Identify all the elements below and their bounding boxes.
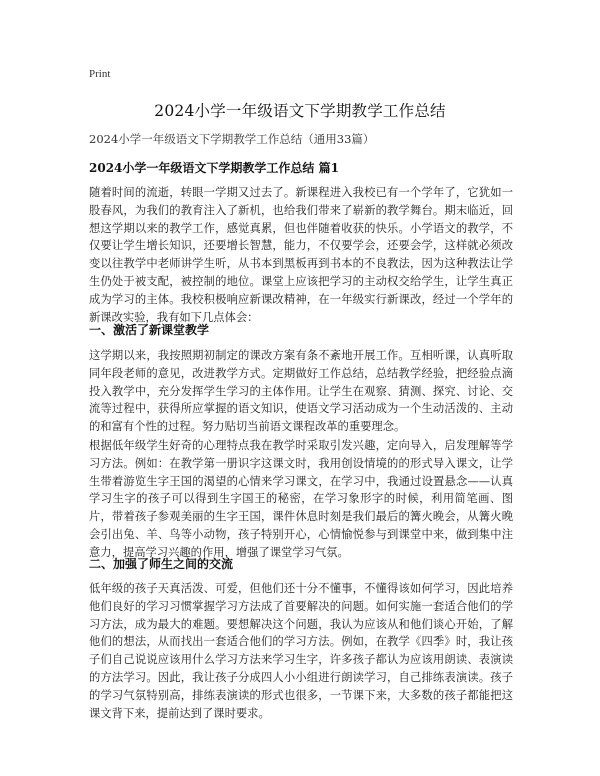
article-heading: 2024小学一年级语文下学期教学工作总结 篇1 [89, 161, 339, 175]
section-heading-1: 一、激活了新课堂教学 [89, 323, 210, 337]
section-heading-2: 二、加强了师生之间的交流 [89, 557, 234, 571]
page-title: 2024小学一年级语文下学期教学工作总结 [154, 102, 446, 120]
section1-paragraph-2: 根据低年级学生好奇的心理特点我在教学时采取引发兴趣，定向导入，启发理解等学习方法。例如：在教学第一册识字这课文时，我用创设情境的的形式导入课文，让学生带着游览生字王国的渴望的心情来学习课文，在学习中，我通过设置悬念——认真学习生字的孩子可以得到生字国王的秘密，在学习象形字的时候，利用简笔画、图片，带着孩子参观美丽的生字王国，课件休息时刻是我们最后的篝火晚会，从篝火晚会引出兔、羊、鸟等小动物，孩子特别开心，心情愉悦参与到课堂中来，做到集中注意力，提高学习兴趣的作用，增强了课堂学习气氛。 [89, 439, 513, 559]
print-link[interactable]: Print [89, 68, 111, 80]
section1-paragraph-1: 这学期以来，我按照期初制定的课改方案有条不紊地开展工作。互相听课，认真听取同年段老师的意见，改进教学方式。定期做好工作总结，总结教学经验，把经验点滴投入教学中，充分发挥学生学习的主体作用。让学生在观察、猜测、探究、讨论、交流等过程中，获得所应掌握的语文知识，使语文学习活动成为一个生动活泼的、主动的和富有个性的过程。努力贴切当前语文课程改革的重要理念。 [89, 349, 513, 434]
section2-paragraph-1: 低年级的孩子天真活泼、可爱，但他们还十分不懂事，不懂得该如何学习，因此培养他们良好的学习习惯掌握学习方法成了首要解决的问题。如何实施一套适合他们的学习方法，成为最大的难题。要想解决这个问题，我认为应该从和他们谈心开始，了解他们的想法，从而找出一套适合他们的学习方法。例如，在教学《四季》时，我让孩子们自己说说应该用什么学习方法来学习生字，许多孩子都认为应该用朗读、表演读的方法学习。因此，我让孩子分成四人小小组进行朗读学习，自己排练表演读。孩子的学习气氛特别高，排练表演读的形式也很多，一节课下来，大多数的孩子都能把这课文背下来，提前达到了课时要求。 [89, 582, 513, 720]
document-subtitle: 2024小学一年级语文下学期教学工作总结（通用33篇） [89, 132, 375, 146]
intro-paragraph: 随着时间的流逝，转眼一学期又过去了。新课程进入我校已有一个学年了，它犹如一股春风，为我们的教育注入了新机，也给我们带来了崭新的教学舞台。期末临近，回想这学期以来的教学工作，感觉真累，但也伴随着收获的快乐。小学语文的教学，不仅要让学生增长知识，还要增长智慧，能力，不仅要学会，还要会学，这样就必须改变以往教学中老师讲学生听，从书本到黑板再到书本的不良教法，因为这种教法让学生仍处于被支配，被控制的地位。课堂上应该把学习的主动权交给学生，让学生真正成为学习的主体。我校积极响应新课改精神，在一年级实行新课改，经过一个学年的新课改实验，我有如下几点体会： [89, 186, 513, 324]
